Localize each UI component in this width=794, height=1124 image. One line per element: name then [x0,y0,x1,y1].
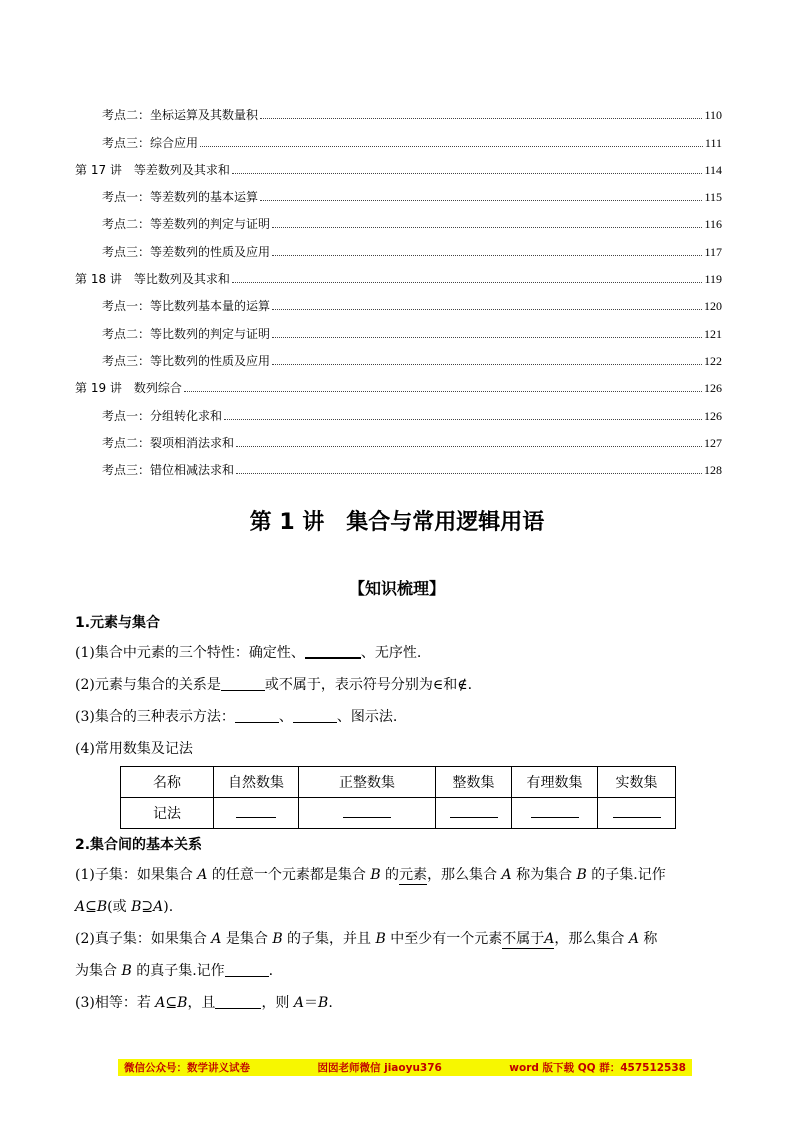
para-proper-subset: (2)真子集：如果集合 A 是集合 B 的子集，并且 B 中至少有一个元素不属于A，那么集合 A 称 [75,928,657,949]
toc-label: 第 17 讲 等差数列及其求和 [75,162,230,177]
toc-leader-dots [272,364,702,365]
toc-page-number: 111 [704,135,722,150]
table-row-label: 记法 [121,798,214,829]
fill-blank[interactable] [221,676,265,691]
table-header: 名称 [121,767,214,798]
table-row [121,798,676,829]
toc-leader-dots [232,282,703,283]
fill-blank[interactable] [293,708,337,723]
toc-label: 考点二：裂项相消法求和 [102,435,235,450]
toc-leader-dots [184,391,702,392]
toc-entry-topic[interactable] [75,232,722,259]
toc-page-number: 114 [704,162,722,177]
heading-elements-sets: 1.元素与集合 [75,615,161,631]
toc-label: 考点二：等比数列的判定与证明 [102,326,271,341]
table-cell[interactable] [299,798,436,829]
toc-entry-lecture[interactable] [75,151,722,178]
table-of-contents [75,96,722,478]
para-proper-subset-notation: 为集合 B 的真子集.记作 . [75,963,274,979]
toc-leader-dots [272,309,702,310]
table-header: 整数集 [436,767,512,798]
toc-label: 第 18 讲 等比数列及其求和 [75,272,230,287]
toc-entry-topic[interactable] [75,96,722,123]
toc-page-number: 110 [704,108,722,123]
toc-leader-dots [232,173,703,174]
toc-label: 考点二：等差数列的判定与证明 [102,217,271,232]
toc-leader-dots [260,118,702,119]
toc-page-number: 126 [704,381,722,396]
toc-page-number: 117 [704,244,722,259]
toc-page-number: 121 [704,326,722,341]
toc-page-number: 127 [704,435,722,450]
toc-leader-dots [272,255,702,256]
toc-leader-dots [236,446,702,447]
para-representation: (3)集合的三种表示方法： 、 、图示法. [75,709,398,725]
toc-entry-lecture[interactable] [75,260,722,287]
toc-entry-topic[interactable] [75,205,722,232]
toc-label: 考点一：等差数列的基本运算 [102,190,259,205]
toc-entry-topic[interactable] [75,123,722,150]
toc-entry-topic[interactable] [75,424,722,451]
table-header: 有理数集 [512,767,598,798]
toc-page-number: 119 [704,272,722,287]
toc-label: 考点三：等差数列的性质及应用 [102,244,271,259]
footer-banner [118,1059,692,1076]
footer-teacher: 囡囡老师微信 jiaoyu376 [317,1062,442,1074]
para-equality: (3)相等：若 A⊆B，且 ，则 A＝B. [75,995,333,1011]
toc-entry-topic[interactable] [75,287,722,314]
fill-blank[interactable] [215,994,261,1009]
toc-entry-topic[interactable] [75,451,722,478]
toc-label: 考点二：坐标运算及其数量积 [102,108,259,123]
toc-leader-dots [272,227,702,228]
toc-page-number: 116 [704,217,722,232]
toc-leader-dots [224,419,702,420]
lecture-title: 第 1 讲 集合与常用逻辑用语 [249,510,545,535]
toc-entry-topic[interactable] [75,314,722,341]
para-subset-notation: A⊆B(或 B⊇A). [75,899,174,915]
toc-page-number: 122 [704,353,722,368]
toc-label: 考点一：等比数列基本量的运算 [102,299,271,314]
table-row [121,767,676,798]
table-header: 正整数集 [299,767,436,798]
footer-qq: word 版下载 QQ 群：457512538 [509,1062,686,1074]
table-cell[interactable] [512,798,598,829]
toc-label: 第 19 讲 数列综合 [75,381,182,396]
para-number-sets: (4)常用数集及记法 [75,741,193,757]
para-element-relation: (2)元素与集合的关系是 或不属于，表示符号分别为∈和∉. [75,677,473,693]
heading-set-relations: 2.集合间的基本关系 [75,837,203,853]
toc-leader-dots [260,200,702,201]
table-cell[interactable] [214,798,299,829]
toc-label: 考点三：错位相减法求和 [102,463,235,478]
table-header: 自然数集 [214,767,299,798]
fill-blank[interactable] [225,962,269,977]
toc-leader-dots [200,146,703,147]
toc-leader-dots [236,473,702,474]
fill-blank[interactable] [235,708,279,723]
fill-blank[interactable] [305,643,361,659]
toc-entry-topic[interactable] [75,342,722,369]
toc-leader-dots [272,337,702,338]
toc-label: 考点一：分组转化求和 [102,408,223,423]
number-sets-table [120,766,676,829]
section-heading: 【知识梳理】 [348,579,445,598]
toc-entry-topic[interactable] [75,178,722,205]
table-cell[interactable] [436,798,512,829]
table-header: 实数集 [598,767,676,798]
toc-entry-topic[interactable] [75,396,722,423]
toc-page-number: 128 [704,463,722,478]
para-subset: (1)子集：如果集合 A 的任意一个元素都是集合 B 的元素，那么集合 A 称为集合 B 的子集.记作 [75,864,666,885]
para-element-properties: (1)集合中元素的三个特性：确定性、 、无序性. [75,645,422,661]
toc-entry-lecture[interactable] [75,369,722,396]
table-cell[interactable] [598,798,676,829]
footer-wechat: 微信公众号：数学讲义试卷 [124,1062,250,1074]
toc-page-number: 126 [704,408,722,423]
toc-page-number: 115 [704,190,722,205]
toc-page-number: 120 [704,299,722,314]
toc-label: 考点三：等比数列的性质及应用 [102,353,271,368]
toc-label: 考点三：综合应用 [102,135,199,150]
